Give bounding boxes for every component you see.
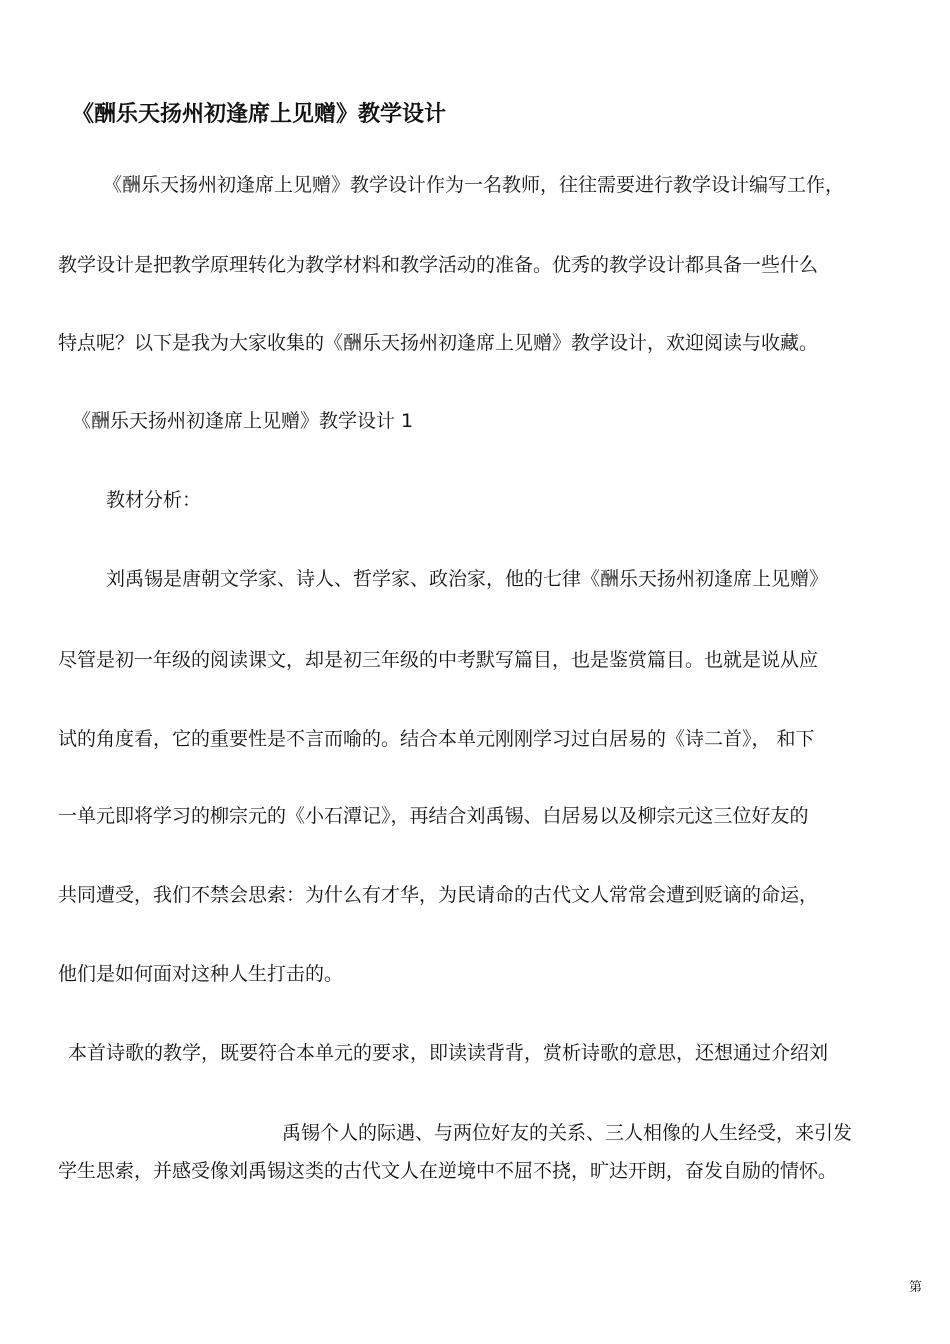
section-heading: 《酬乐天扬州初逢席上见赠》教学设计 1 [72,410,414,432]
analysis-line-3: 试的角度看，它的重要性是不言而喻的。结合本单元刚刚学习过白居易的《诗二首》， 和下 [58,728,815,750]
intro-line-3: 特点呢？以下是我为大家收集的《酬乐天扬州初逢席上见赠》教学设计，欢迎阅读与收藏。 [58,332,819,354]
intro-line-1: 《酬乐天扬州初逢席上见赠》教学设计作为一名教师，往往需要进行教学设计编写工作， [103,174,845,196]
teaching-line-1: 本首诗歌的教学，既要符合本单元的要求，即读读背背，赏析诗歌的意思，还想通过介绍刘 [68,1042,829,1064]
intro-line-2: 教学设计是把教学原理转化为教学材料和教学活动的准备。优秀的教学设计都具备一些什么 [58,254,819,276]
analysis-line-5: 共同遭受，我们不禁会思索：为什么有才华，为民请命的古代文人常常会遭到贬谪的命运， [58,884,819,906]
section-subheading: 教材分析： [106,489,202,511]
teaching-line-2: 禹锡个人的际遇、与两位好友的关系、三人相像的人生经受，来引发 [282,1122,853,1144]
analysis-line-2: 尽管是初一年级的阅读课文，却是初三年级的中考默写篇目，也是鉴赏篇目。也就是说从应 [58,649,819,671]
analysis-line-4: 一单元即将学习的柳宗元的《小石潭记》，再结合刘禹锡、白居易以及柳宗元这三位好友的 [58,805,809,827]
analysis-line-1: 刘禹锡是唐朝文学家、诗人、哲学家、政治家，他的七律《酬乐天扬州初逢席上见赠》 [106,568,829,590]
page-number-marker: 第 [909,1280,923,1295]
analysis-line-6: 他们是如何面对这种人生打击的。 [58,963,344,985]
document-title: 《酬乐天扬州初逢席上见赠》教学设计 [72,102,447,127]
teaching-line-3: 学生思索，并感受像刘禹锡这类的古代文人在逆境中不屈不挠，旷达开朗，奋发自励的情怀。 [58,1160,838,1182]
